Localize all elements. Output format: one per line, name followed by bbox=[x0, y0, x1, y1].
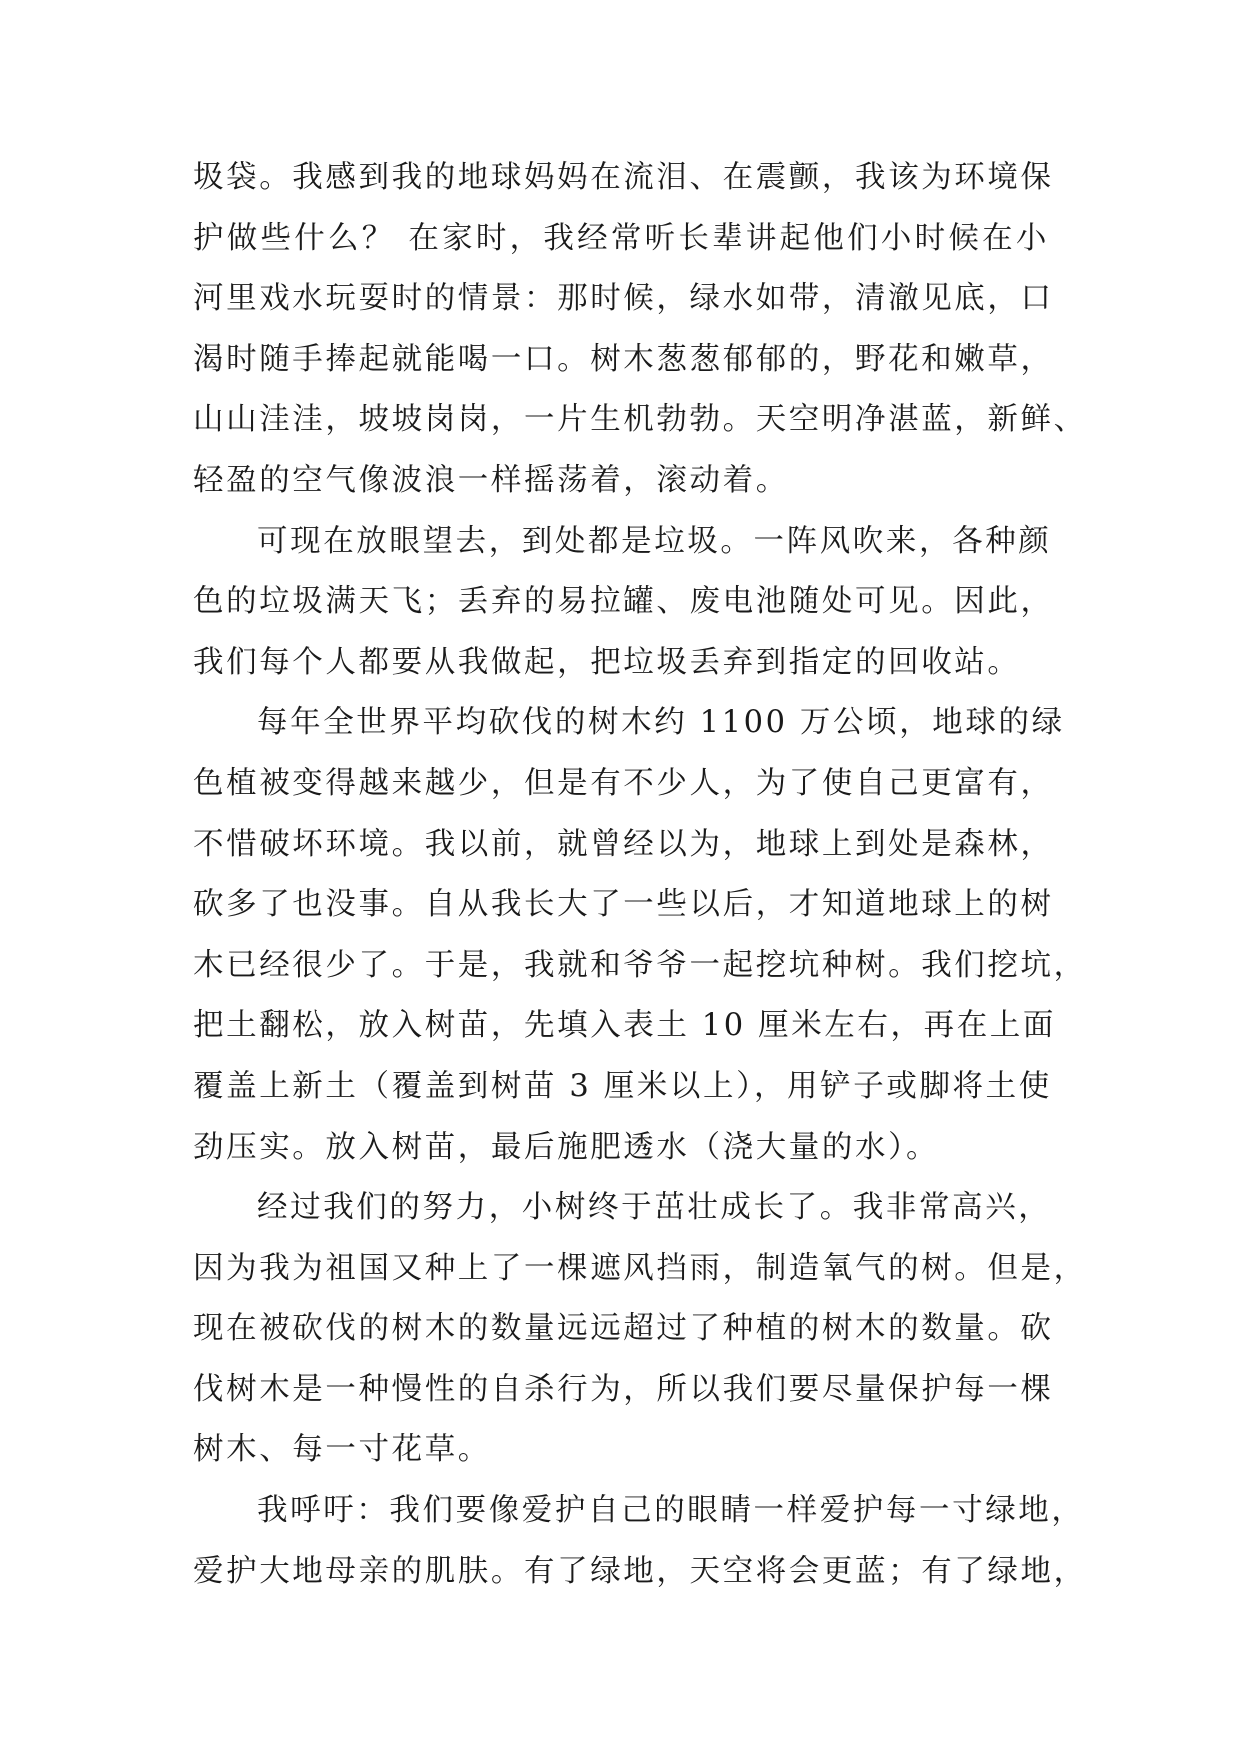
body-text bbox=[193, 148, 1087, 1602]
text-line: 山山洼洼，坡坡岗岗，一片生机勃勃。天空明净湛蓝，新鲜、 bbox=[193, 402, 1087, 438]
text-line: 不惜破坏环境。我以前，就曾经以为，地球上到处是森林， bbox=[193, 826, 1054, 862]
text-line: 经过我们的努力，小树终于茁壮成长了。我非常高兴， bbox=[257, 1190, 1052, 1226]
text-line: 色的垃圾满天飞；丢弃的易拉罐、废电池随处可见。因此， bbox=[193, 584, 1054, 620]
paragraph-2 bbox=[193, 512, 1054, 694]
paragraph-5 bbox=[193, 1481, 1087, 1602]
text-line: 我呼吁：我们要像爱护自己的眼睛一样爱护每一寸绿地， bbox=[257, 1493, 1085, 1529]
text-line: 木已经很少了。于是，我就和爷爷一起挖坑种树。我们挖坑， bbox=[193, 947, 1087, 983]
text-line: 砍多了也没事。自从我长大了一些以后，才知道地球上的树 bbox=[193, 887, 1054, 923]
text-line: 圾袋。我感到我的地球妈妈在流泪、在震颤，我该为环境保 bbox=[193, 160, 1054, 195]
text-line: 爱护大地母亲的肌肤。有了绿地，天空将会更蓝；有了绿地， bbox=[193, 1553, 1087, 1589]
text-line: 树木、每一寸花草。 bbox=[193, 1432, 491, 1468]
paragraph-3 bbox=[193, 693, 1087, 1178]
paragraph-4 bbox=[193, 1178, 1087, 1481]
text-line: 我们每个人都要从我做起，把垃圾丢弃到指定的回收站。 bbox=[193, 644, 1021, 680]
text-line: 渴时随手捧起就能喝一口。树木葱葱郁郁的，野花和嫩草， bbox=[193, 341, 1054, 377]
text-line: 现在被砍伐的树木的数量远远超过了种植的树木的数量。砍 bbox=[193, 1311, 1054, 1347]
text-line: 伐树木是一种慢性的自杀行为，所以我们要尽量保护每一棵 bbox=[193, 1371, 1054, 1407]
text-line: 因为我为祖国又种上了一棵遮风挡雨，制造氧气的树。但是， bbox=[193, 1250, 1087, 1286]
text-line: 把土翻松，放入树苗，先填入表土 10 厘米左右，再在上面 bbox=[193, 1008, 1056, 1044]
text-line: 覆盖上新土（覆盖到树苗 3 厘米以上），用铲子或脚将土使 bbox=[193, 1068, 1052, 1104]
text-line: 每年全世界平均砍伐的树木约 1100 万公顷，地球的绿 bbox=[257, 705, 1065, 741]
text-line: 河里戏水玩耍时的情景：那时候，绿水如带，清澈见底，口 bbox=[193, 281, 1054, 317]
text-line: 护做些什么？ 在家时，我经常听长辈讲起他们小时候在小 bbox=[193, 220, 1049, 256]
text-line: 劲压实。放入树苗，最后施肥透水（浇大量的水）。 bbox=[193, 1129, 940, 1165]
text-line: 色植被变得越来越少，但是有不少人，为了使自己更富有， bbox=[193, 765, 1054, 801]
text-line: 可现在放眼望去，到处都是垃圾。一阵风吹来，各种颜 bbox=[257, 523, 1052, 559]
text-line: 轻盈的空气像波浪一样摇荡着，滚动着。 bbox=[193, 462, 789, 498]
paragraph-1 bbox=[193, 148, 1087, 512]
